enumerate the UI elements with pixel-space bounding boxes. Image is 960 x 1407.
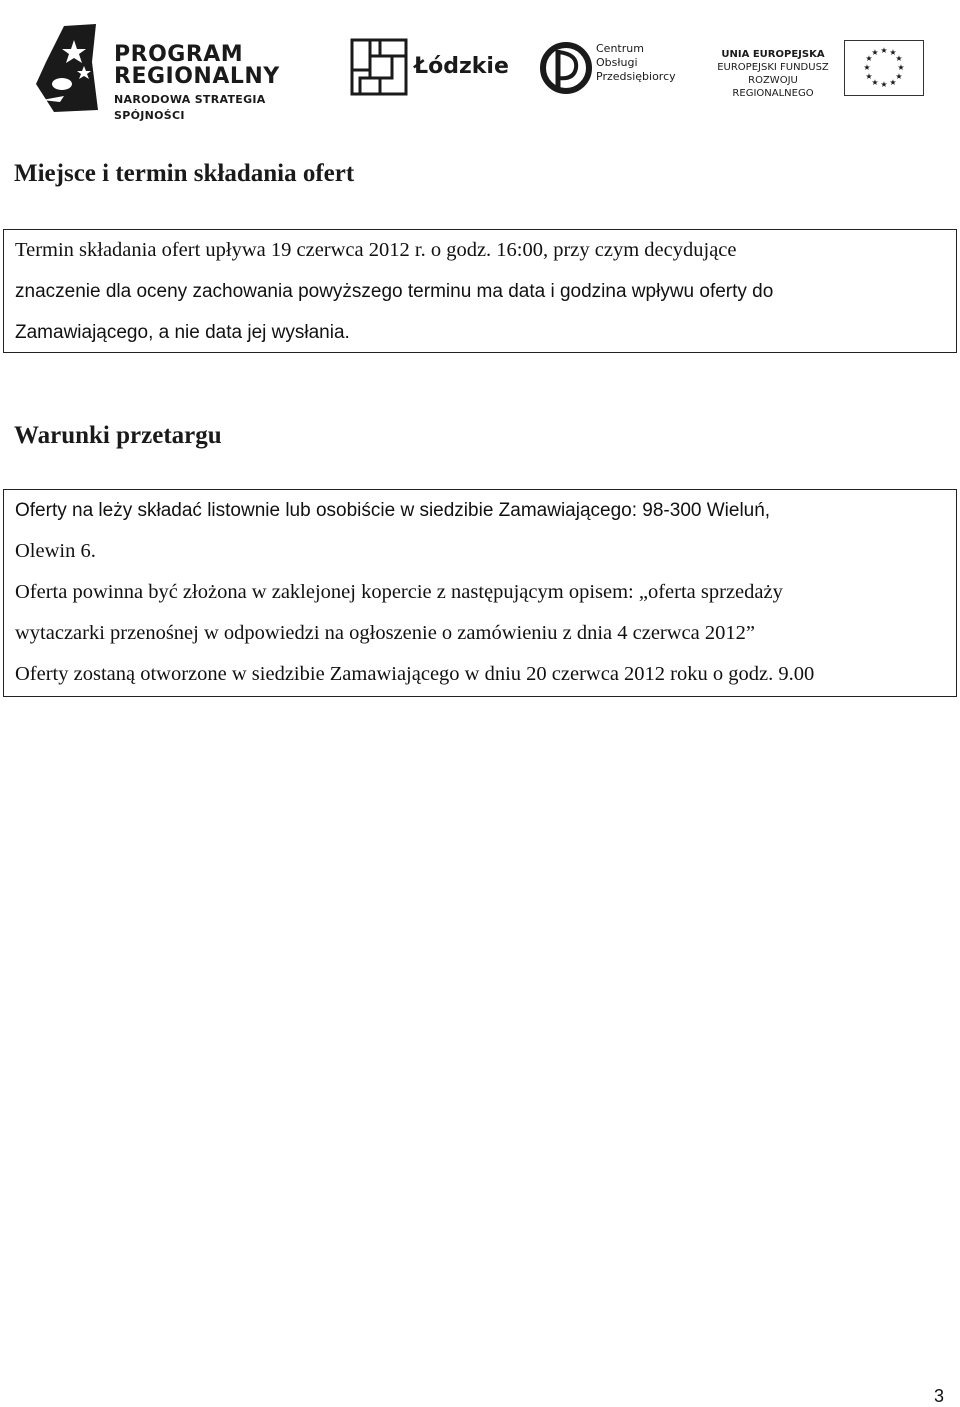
svg-text:★: ★ [897,63,905,72]
deadline-line1: Termin składania ofert upływa 19 czerwca 2012 r. o godz. 16:00, przy czym decydujące [15,239,737,261]
conditions-line3: Oferta powinna być złożona w zaklejonej kopercie z następującym opisem: „oferta sprzedaży [15,581,783,603]
conditions-line5: Oferty zostaną otworzone w siedzibie Zamawiającego w dniu 20 czerwca 2012 roku o godz. 9.00 [15,663,815,685]
program-line2: REGIONALNY [114,64,280,89]
conditions-line2: Olewin 6. [15,540,96,562]
program-regionalny-text [114,44,314,124]
page-number: 3 [933,1386,944,1406]
deadline-line3: Zamawiającego, a nie data jej wysłania. [15,322,350,343]
conditions-line1: Oferty na leży składać listownie lub osobiście w siedzibie Zamawiającego: 98-300 Wieluń, [15,500,771,521]
svg-text:★: ★ [889,78,897,87]
svg-text:★: ★ [880,80,888,89]
centrum-obslugi-logo [540,38,675,100]
star-figure-icon [34,22,104,114]
centrum-emblem-icon [540,38,592,98]
svg-text:★: ★ [865,72,873,81]
svg-text:★: ★ [871,48,879,57]
section-heading-warunki: Warunki przetargu [14,422,222,449]
program-line1: PROGRAM [114,42,244,67]
svg-text:★: ★ [895,54,903,63]
ue-text [708,48,838,100]
svg-text:★: ★ [863,63,871,72]
eu-flag-icon [844,40,924,96]
ue-line1: UNIA EUROPEJSKA [721,49,825,60]
svg-text:★: ★ [895,72,903,81]
unia-europejska-logo [708,38,930,100]
conditions-box [3,489,957,697]
eu-stars-icon [845,41,923,95]
svg-text:★: ★ [865,54,873,63]
ue-line3: ROZWOJU REGIONALNEGO [732,75,814,99]
lodzkie-text: Łódzkie [414,54,509,79]
conditions-line4: wytaczarki przenośnej w odpowiedzi na ogłoszenie o zamówieniu z dnia 4 czerwca 2012” [15,622,755,644]
ue-line2: EUROPEJSKI FUNDUSZ [717,62,829,73]
deadline-line2: znaczenie dla oceny zachowania powyższego terminu ma data i godzina wpływu oferty do [15,281,774,302]
section-heading-miejsce: Miejsce i termin składania ofert [14,160,355,187]
logo-bar [0,22,960,122]
svg-text:★: ★ [889,48,897,57]
deadline-box [3,229,957,353]
svg-text:★: ★ [871,78,879,87]
centrum-obslugi-text [596,42,676,84]
centrum-line1: Centrum [596,42,644,55]
program-line3: NARODOWA STRATEGIA SPÓJNOŚCI [114,93,266,122]
program-regionalny-logo [34,22,314,122]
lodzkie-logo [350,38,510,98]
centrum-line3: Przedsiębiorcy [596,70,676,83]
lodzkie-emblem-icon [350,38,408,96]
svg-text:★: ★ [880,46,888,55]
centrum-line2: Obsługi [596,56,638,69]
